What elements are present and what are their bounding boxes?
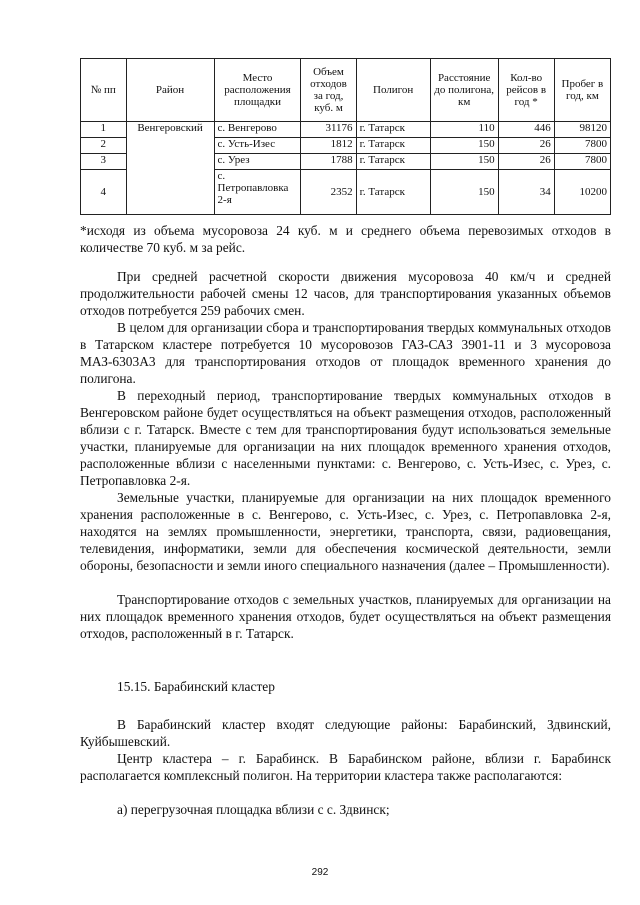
body-paragraph: В целом для организации сбора и транспортирования твердых коммунальных отходов в Татарском кластере потребуется 10 мусоровозов ГАЗ-САЗ 3901-11 и 3 мусоровоза МАЗ-6303А3 для транспортирования отходов от площадок временного хранения до полигона. — [80, 320, 611, 386]
header-mileage: Пробег в год, км — [554, 59, 610, 122]
page-number: 292 — [311, 867, 329, 878]
cell-volume: 31176 — [301, 122, 356, 138]
cell-volume: 2352 — [301, 170, 356, 215]
cell-num: 2 — [81, 138, 127, 154]
cell-mileage: 98120 — [554, 122, 610, 138]
body-paragraph: В переходный период, транспортирование твердых коммунальных отходов в Венгеровском районе будет осуществляться на объект размещения отходов, расположенный вблизи с г. Татарск. Вместе с тем для транспортирования будут использоваться земельные участки, планируемые для организации на них площадок временного хранения отходов, расположенные вблизи с населенными пунктами: с. Венгерово, с. Усть-Изес, с. Урез, с. Петропавловка 2-я. — [80, 388, 611, 488]
cell-place: с. Усть-Изес — [214, 138, 301, 154]
cell-place: с. Урез — [214, 154, 301, 170]
body-paragraph: При средней расчетной скорости движения мусоровоза 40 км/ч и средней продолжительности рабочей смены 12 часов, для транспортирования указанных объемов отходов потребуется 259 рабочих смен. — [80, 269, 611, 318]
cell-district: Венгеровский — [126, 122, 214, 215]
cell-distance: 150 — [430, 138, 498, 154]
cell-num: 4 — [81, 170, 127, 215]
section-heading: 15.15. Барабинский кластер — [117, 679, 275, 694]
body-paragraph: Транспортирование отходов с земельных участков, планируемых для организации на них площадок временного хранения отходов, будет осуществляться на объект размещения отходов, расположенный в г. Татарск. — [80, 592, 611, 641]
body-paragraph: Земельные участки, планируемые для организации на них площадок временного хранения расположенные в с. Венгерово, с. Усть-Изес, с. Урез, с. Петропавловка 2-я, находятся на землях промышленности, энергетики, транспорта, связи, радиовещания, телевидения, информатики, земли для обеспечения космической деятельности, земли обороны, безопасности и земли иного специального назначения (далее – Промышленности). — [80, 490, 611, 573]
section-list-item: а) перегрузочная площадка вблизи с с. Здвинск; — [117, 802, 390, 817]
cell-mileage: 7800 — [554, 154, 610, 170]
header-distance: Расстояние до полигона, км — [430, 59, 498, 122]
section-paragraph: Центр кластера – г. Барабинск. В Барабинском районе, вблизи г. Барабинск располагается комплексный полигон. На территории кластера также располагаются: — [80, 751, 611, 783]
cell-trips: 26 — [498, 154, 554, 170]
cell-mileage: 10200 — [554, 170, 610, 215]
header-trips: Кол-во рейсов в год * — [498, 59, 554, 122]
cell-num: 3 — [81, 154, 127, 170]
cell-num: 1 — [81, 122, 127, 138]
cell-distance: 110 — [430, 122, 498, 138]
header-num: № пп — [81, 59, 127, 122]
cell-trips: 34 — [498, 170, 554, 215]
section-paragraph: В Барабинский кластер входят следующие районы: Барабинский, Здвинский, Куйбышевский. — [80, 717, 611, 749]
cell-landfill: г. Татарск — [356, 170, 430, 215]
cell-volume: 1788 — [301, 154, 356, 170]
cell-landfill: г. Татарск — [356, 122, 430, 138]
header-volume: Объем отходов за год, куб. м — [301, 59, 356, 122]
header-landfill: Полигон — [356, 59, 430, 122]
cell-trips: 446 — [498, 122, 554, 138]
header-district: Район — [126, 59, 214, 122]
cell-distance: 150 — [430, 154, 498, 170]
cell-mileage: 7800 — [554, 138, 610, 154]
waste-transport-table — [80, 58, 611, 215]
table-row — [81, 122, 611, 138]
cell-landfill: г. Татарск — [356, 138, 430, 154]
header-place: Место расположения площадки — [214, 59, 301, 122]
cell-distance: 150 — [430, 170, 498, 215]
cell-place: с. Венгерово — [214, 122, 301, 138]
table-footnote: *исходя из объема мусоровоза 24 куб. м и среднего объема перевозимых отходов в количестве 70 куб. м за рейс. — [80, 223, 611, 255]
cell-landfill: г. Татарск — [356, 154, 430, 170]
table-header-row — [81, 59, 611, 122]
cell-volume: 1812 — [301, 138, 356, 154]
cell-place: с. Петропавловка 2-я — [214, 170, 301, 215]
cell-trips: 26 — [498, 138, 554, 154]
